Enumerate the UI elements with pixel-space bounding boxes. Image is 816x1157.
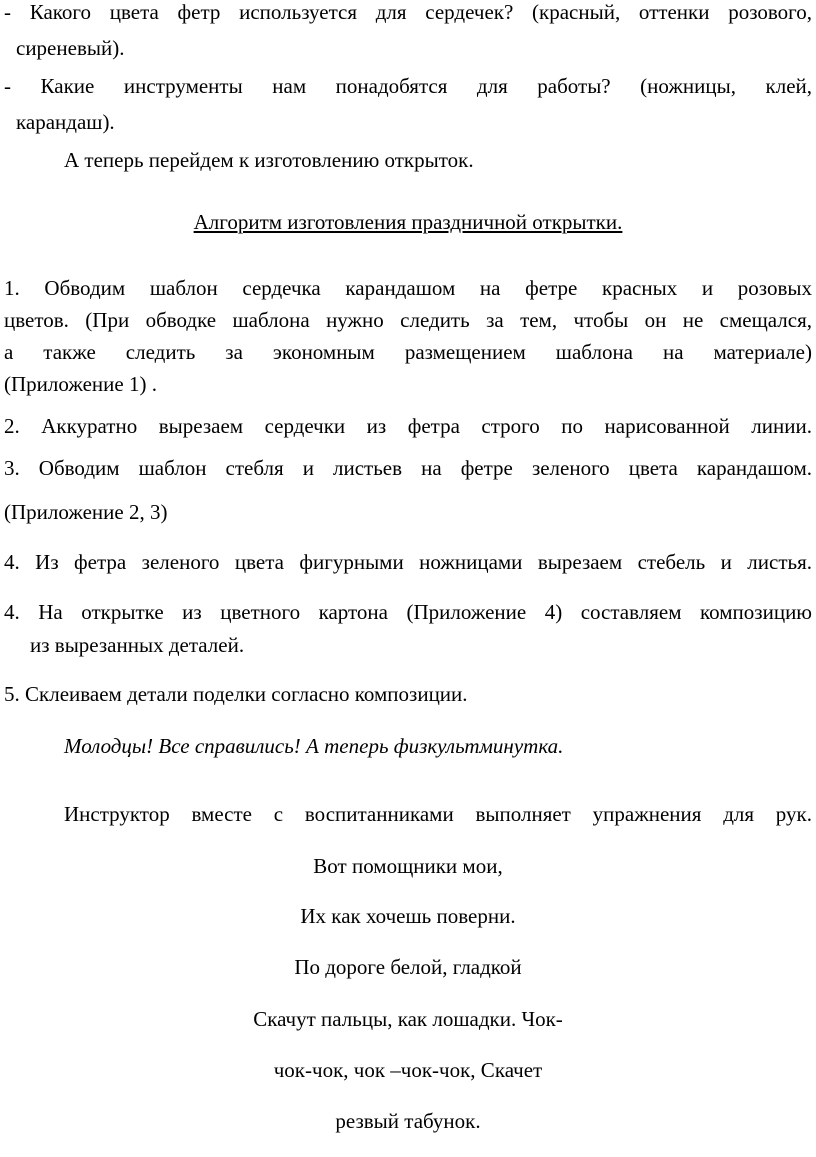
algorithm-title: Алгоритм изготовления праздничной открытки.: [193, 210, 623, 234]
poem-line-6: резвый табунок.: [335, 1109, 481, 1133]
question-1-line-1: - Какого цвета фетр используется для сердечек? (красный, оттенки розового,: [4, 0, 812, 24]
poem-line-2: Их как хочешь поверни.: [300, 904, 516, 928]
step-1-line-3: а также следить за экономным размещением шаблона на материале): [4, 340, 812, 364]
step-1-line-2: цветов. (При обводке шаблона нужно следить за тем, чтобы он не смещался,: [4, 308, 812, 332]
step-4b-line-2: из вырезанных деталей.: [30, 633, 245, 657]
question-2-line-2: карандаш).: [16, 110, 115, 134]
step-2: 2. Аккуратно вырезаем сердечки из фетра строго по нарисованной линии.: [4, 414, 812, 438]
praise-text: Молодцы! Все справились! А теперь физкультминутка.: [64, 734, 564, 758]
poem-line-5: чок-чок, чок –чок-чок, Скачет: [273, 1058, 543, 1082]
poem-line-4: Скачут пальцы, как лошадки. Чок-: [253, 1007, 563, 1031]
step-1-line-4: (Приложение 1) .: [4, 372, 157, 396]
question-2-line-1: - Какие инструменты нам понадобятся для работы? (ножницы, клей,: [4, 74, 812, 98]
step-4a: 4. Из фетра зеленого цвета фигурными ножницами вырезаем стебель и листья.: [4, 550, 812, 574]
poem-line-3: По дороге белой, гладкой: [294, 955, 522, 979]
question-1-line-2: сиреневый).: [16, 36, 125, 60]
step-1-line-1: 1. Обводим шаблон сердечка карандашом на фетре красных и розовых: [4, 276, 812, 300]
step-5: 5. Склеиваем детали поделки согласно композиции.: [4, 682, 468, 706]
intro-text: А теперь перейдем к изготовлению открыток.: [64, 148, 474, 172]
step-3-line-1: 3. Обводим шаблон стебля и листьев на фетре зеленого цвета карандашом.: [4, 456, 812, 480]
poem-line-1: Вот помощники мои,: [313, 854, 503, 878]
step-4b-line-1: 4. На открытке из цветного картона (Приложение 4) составляем композицию: [4, 600, 812, 624]
step-3-line-2: (Приложение 2, 3): [4, 500, 168, 524]
instructor-text: Инструктор вместе с воспитанниками выполняет упражнения для рук.: [64, 802, 812, 826]
